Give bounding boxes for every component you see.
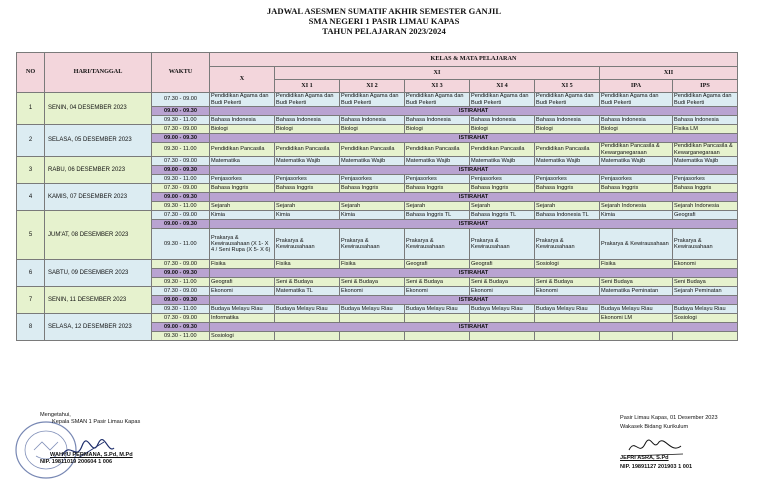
session2-time: 09.30 - 11.00	[152, 175, 210, 184]
subject-cell: Kimia	[340, 211, 405, 220]
day-number: 1	[17, 93, 45, 125]
session2-time: 09.30 - 11.00	[152, 143, 210, 157]
subject-cell: Pendidikan Pancasila	[535, 143, 600, 157]
sign-right-line1: Pasir Limau Kapas, 01 Desember 2023	[620, 415, 718, 421]
subject-cell: Biologi	[600, 125, 673, 134]
subject-cell: Budaya Melayu Riau	[340, 305, 405, 314]
signature-block-left	[40, 412, 140, 466]
day-number: 5	[17, 211, 45, 260]
subject-cell: Bahasa Inggris	[535, 184, 600, 193]
session2-time: 09.30 - 11.00	[152, 229, 210, 260]
subject-cell: Penjasorkes	[535, 175, 600, 184]
sign-left-line1: Mengetahui,	[40, 412, 71, 418]
subject-cell: Bahasa Inggris	[340, 184, 405, 193]
subject-cell: Bahasa Indonesia	[470, 116, 535, 125]
subject-cell: Sejarah Indonesia	[673, 202, 738, 211]
subject-cell: Matematika Wajib	[340, 157, 405, 166]
subject-cell: Sejarah Peminatan	[673, 287, 738, 296]
header-x: X	[210, 67, 275, 93]
subject-cell: Pendidikan Agama dan Budi Pekerti	[275, 93, 340, 107]
subject-cell: Ekonomi	[210, 287, 275, 296]
subject-cell	[275, 314, 340, 323]
subject-cell: Pendidikan Pancasila	[470, 143, 535, 157]
subject-cell: Matematika Wajib	[470, 157, 535, 166]
header-kelas: KELAS & MATA PELAJARAN	[210, 53, 738, 67]
break-label: ISTIRAHAT	[210, 166, 738, 175]
day-date: SENIN, 04 DESEMBER 2023	[45, 93, 152, 125]
header-ips: IPS	[673, 80, 738, 93]
day-number: 2	[17, 125, 45, 157]
subject-cell: Bahasa Indonesia TL	[535, 211, 600, 220]
subject-cell: Sejarah	[340, 202, 405, 211]
subject-cell: Bahasa Indonesia	[405, 116, 470, 125]
break-time: 09.00 - 09.30	[152, 166, 210, 175]
subject-cell: Sosiologi	[210, 332, 275, 341]
subject-cell: Pendidikan Agama dan Budi Pekerti	[600, 93, 673, 107]
session1-time: 07.30 - 09.00	[152, 211, 210, 220]
subject-cell: Seni & Budaya	[535, 278, 600, 287]
subject-cell: Bahasa Inggris	[673, 184, 738, 193]
day-number: 6	[17, 260, 45, 287]
subject-cell: Bahasa Inggris TL	[405, 211, 470, 220]
break-time: 09.00 - 09.30	[152, 296, 210, 305]
header-time: WAKTU	[152, 53, 210, 93]
header-ipa: IPA	[600, 80, 673, 93]
subject-cell: Prakarya & Kewirausahaan (X 1- X 4 / Seni Rupa (X 5- X 6)	[210, 229, 275, 260]
header-xii: XII	[600, 67, 738, 80]
day-date: SELASA, 12 DESEMBER 2023	[45, 314, 152, 341]
subject-cell: Matematika Peminatan	[600, 287, 673, 296]
break-label: ISTIRAHAT	[210, 107, 738, 116]
subject-cell	[275, 332, 340, 341]
session1-time: 07.30 - 09.00	[152, 93, 210, 107]
subject-cell: Ekonomi	[673, 260, 738, 269]
sign-left-nip: NIP. 19811019 200604 1 006	[40, 459, 113, 465]
break-label: ISTIRAHAT	[210, 220, 738, 229]
subject-cell: Geografi	[673, 211, 738, 220]
subject-cell: Sejarah	[535, 202, 600, 211]
day-number: 8	[17, 314, 45, 341]
session1-time: 07.30 - 09.00	[152, 157, 210, 166]
header-xi-1: XI 1	[275, 80, 340, 93]
session2-time: 09.30 - 11.00	[152, 305, 210, 314]
break-time: 09.00 - 09.30	[152, 107, 210, 116]
header-xi-4: XI 4	[470, 80, 535, 93]
subject-cell: Matematika Wajib	[600, 157, 673, 166]
subject-cell: Matematika	[210, 157, 275, 166]
session1-time: 07.30 - 09.00	[152, 260, 210, 269]
subject-cell: Biologi	[210, 125, 275, 134]
subject-cell: Seni Budaya	[600, 278, 673, 287]
session1-time: 07.30 - 09.00	[152, 314, 210, 323]
subject-cell: Pendidikan Pancasila	[275, 143, 340, 157]
subject-cell	[535, 332, 600, 341]
break-label: ISTIRAHAT	[210, 323, 738, 332]
subject-cell: Budaya Melayu Riau	[600, 305, 673, 314]
subject-cell: Penjasorkes	[405, 175, 470, 184]
break-time: 09.00 - 09.30	[152, 269, 210, 278]
subject-cell: Pendidikan Agama dan Budi Pekerti	[210, 93, 275, 107]
subject-cell: Prakarya & Kewirausahaan	[340, 229, 405, 260]
subject-cell: Seni & Budaya	[470, 278, 535, 287]
subject-cell: Bahasa Inggris	[405, 184, 470, 193]
subject-cell: Prakarya & Kewirausahaan	[600, 229, 673, 260]
subject-cell: Budaya Melayu Riau	[405, 305, 470, 314]
subject-cell: Budaya Melayu Riau	[470, 305, 535, 314]
subject-cell: Budaya Melayu Riau	[673, 305, 738, 314]
subject-cell: Geografi	[210, 278, 275, 287]
subject-cell: Prakarya & Kewirausahaan	[275, 229, 340, 260]
subject-cell: Bahasa Indonesia	[673, 116, 738, 125]
subject-cell	[673, 332, 738, 341]
subject-cell: Sejarah	[470, 202, 535, 211]
subject-cell: Penjasorkes	[470, 175, 535, 184]
subject-cell: Seni Budaya	[673, 278, 738, 287]
subject-cell: Bahasa Indonesia	[210, 116, 275, 125]
subject-cell: Bahasa Indonesia	[535, 116, 600, 125]
sign-right-nip: NIP. 19891127 201903 1 001	[620, 464, 693, 470]
subject-cell	[535, 314, 600, 323]
subject-cell	[405, 332, 470, 341]
subject-cell: Kimia	[210, 211, 275, 220]
subject-cell: Ekonomi	[470, 287, 535, 296]
subject-cell: Fisika	[275, 260, 340, 269]
subject-cell: Matematika TL	[275, 287, 340, 296]
document-title	[0, 6, 768, 36]
subject-cell: Pendidikan Agama dan Budi Pekerti	[470, 93, 535, 107]
subject-cell: Sejarah	[275, 202, 340, 211]
subject-cell: Penjasorkes	[600, 175, 673, 184]
subject-cell: Pendidikan Agama dan Budi Pekerti	[673, 93, 738, 107]
session2-time: 09.30 - 11.00	[152, 278, 210, 287]
subject-cell: Sejarah	[405, 202, 470, 211]
title-line-3: TAHUN PELAJARAN 2023/2024	[322, 26, 446, 36]
subject-cell	[600, 332, 673, 341]
break-time: 09.00 - 09.30	[152, 323, 210, 332]
header-xi-5: XI 5	[535, 80, 600, 93]
subject-cell: Fisika	[210, 260, 275, 269]
subject-cell: Kimia	[275, 211, 340, 220]
break-label: ISTIRAHAT	[210, 134, 738, 143]
subject-cell: Sosiologi	[535, 260, 600, 269]
subject-cell: Geografi	[470, 260, 535, 269]
subject-cell: Penjasorkes	[275, 175, 340, 184]
subject-cell: Matematika Wajib	[405, 157, 470, 166]
subject-cell: Penjasorkes	[340, 175, 405, 184]
subject-cell: Fisika	[600, 260, 673, 269]
subject-cell: Prakarya & Kewirausahaan	[405, 229, 470, 260]
day-number: 4	[17, 184, 45, 211]
subject-cell: Bahasa Inggris	[470, 184, 535, 193]
header-day: HARI/TANGGAL	[45, 53, 152, 93]
subject-cell: Geografi	[405, 260, 470, 269]
subject-cell: Bahasa Inggris	[600, 184, 673, 193]
day-date: SELASA, 05 DESEMBER 2023	[45, 125, 152, 157]
subject-cell: Biologi	[470, 125, 535, 134]
subject-cell: Sejarah Indonesia	[600, 202, 673, 211]
subject-cell: Seni & Budaya	[340, 278, 405, 287]
subject-cell: Pendidikan Pancasila	[340, 143, 405, 157]
session1-time: 07.30 - 09.00	[152, 125, 210, 134]
subject-cell: Matematika Wajib	[535, 157, 600, 166]
header-no: NO	[17, 53, 45, 93]
subject-cell	[470, 332, 535, 341]
break-time: 09.00 - 09.30	[152, 193, 210, 202]
subject-cell: Pendidikan Agama dan Budi Pekerti	[535, 93, 600, 107]
subject-cell: Penjasorkes	[210, 175, 275, 184]
subject-cell: Matematika Wajib	[673, 157, 738, 166]
subject-cell: Bahasa Indonesia	[275, 116, 340, 125]
subject-cell: Budaya Melayu Riau	[275, 305, 340, 314]
schedule-body	[17, 93, 738, 341]
subject-cell	[340, 332, 405, 341]
subject-cell: Matematika Wajib	[275, 157, 340, 166]
break-label: ISTIRAHAT	[210, 193, 738, 202]
subject-cell: Bahasa Indonesia	[600, 116, 673, 125]
subject-cell: Sejarah	[210, 202, 275, 211]
subject-cell: Pendidikan Pancasila & Kewarganegaraan	[673, 143, 738, 157]
sign-right-name: JEFRI ASRA, S.Pd	[620, 455, 669, 461]
session2-time: 09.30 - 11.00	[152, 116, 210, 125]
subject-cell: Fisika	[340, 260, 405, 269]
subject-cell: Informatika	[210, 314, 275, 323]
break-time: 09.00 - 09.30	[152, 134, 210, 143]
subject-cell: Pendidikan Pancasila	[405, 143, 470, 157]
session1-time: 07.30 - 09.00	[152, 184, 210, 193]
subject-cell	[470, 314, 535, 323]
subject-cell: Seni & Budaya	[405, 278, 470, 287]
sign-right-line2: Wakasek Bidang Kurikulum	[620, 424, 689, 430]
sign-left-name: WAHYU PERMANA, S.Pd, M.Pd	[50, 452, 133, 458]
subject-cell: Budaya Melayu Riau	[210, 305, 275, 314]
subject-cell: Pendidikan Agama dan Budi Pekerti	[405, 93, 470, 107]
break-label: ISTIRAHAT	[210, 296, 738, 305]
subject-cell: Pendidikan Pancasila & Kewarganegaraan	[600, 143, 673, 157]
subject-cell: Bahasa Inggris	[275, 184, 340, 193]
subject-cell: Budaya Melayu Riau	[535, 305, 600, 314]
subject-cell: Biologi	[340, 125, 405, 134]
subject-cell: Ekonomi	[535, 287, 600, 296]
day-number: 3	[17, 157, 45, 184]
title-line-1: JADWAL ASESMEN SUMATIF AKHIR SEMESTER GANJIL	[266, 6, 502, 16]
day-date: JUM'AT, 08 DESEMBER 2023	[45, 211, 152, 260]
header-xi-2: XI 2	[340, 80, 405, 93]
subject-cell: Ekonomi	[405, 287, 470, 296]
break-label: ISTIRAHAT	[210, 269, 738, 278]
subject-cell: Biologi	[275, 125, 340, 134]
subject-cell: Kimia	[600, 211, 673, 220]
sign-left-line2: Kepala SMAN 1 Pasir Limau Kapas	[52, 419, 141, 425]
session1-time: 07.30 - 09.00	[152, 287, 210, 296]
subject-cell: Ekonomi	[340, 287, 405, 296]
session2-time: 09.30 - 11.00	[152, 332, 210, 341]
subject-cell: Biologi	[405, 125, 470, 134]
subject-cell: Fisika LM	[673, 125, 738, 134]
header-xi: XI	[275, 67, 600, 80]
subject-cell: Biologi	[535, 125, 600, 134]
signature-block-right	[620, 414, 718, 472]
day-date: RABU, 06 DESEMBER 2023	[45, 157, 152, 184]
break-time: 09.00 - 09.30	[152, 220, 210, 229]
subject-cell: Prakarya & Kewirausahaan	[535, 229, 600, 260]
session2-time: 09.30 - 11.00	[152, 202, 210, 211]
title-line-2: SMA NEGERI 1 PASIR LIMAU KAPAS	[308, 16, 460, 26]
subject-cell: Bahasa Inggris TL	[470, 211, 535, 220]
day-date: KAMIS, 07 DESEMBER 2023	[45, 184, 152, 211]
subject-cell: Seni & Budaya	[275, 278, 340, 287]
subject-cell: Bahasa Inggris	[210, 184, 275, 193]
subject-cell: Bahasa Indonesia	[340, 116, 405, 125]
subject-cell: Penjasorkes	[673, 175, 738, 184]
day-number: 7	[17, 287, 45, 314]
day-date: SABTU, 09 DESEMBER 2023	[45, 260, 152, 287]
subject-cell: Ekonomi LM	[600, 314, 673, 323]
subject-cell: Sosiologi	[673, 314, 738, 323]
subject-cell: Pendidikan Pancasila	[210, 143, 275, 157]
subject-cell: Pendidikan Agama dan Budi Pekerti	[340, 93, 405, 107]
subject-cell	[340, 314, 405, 323]
day-date: SENIN, 11 DESEMBER 2023	[45, 287, 152, 314]
schedule-table	[16, 52, 738, 341]
subject-cell: Prakarya & Kewirausahaan	[470, 229, 535, 260]
subject-cell: Prakarya & Kewirausahaan	[673, 229, 738, 260]
subject-cell	[405, 314, 470, 323]
header-xi-3: XI 3	[405, 80, 470, 93]
